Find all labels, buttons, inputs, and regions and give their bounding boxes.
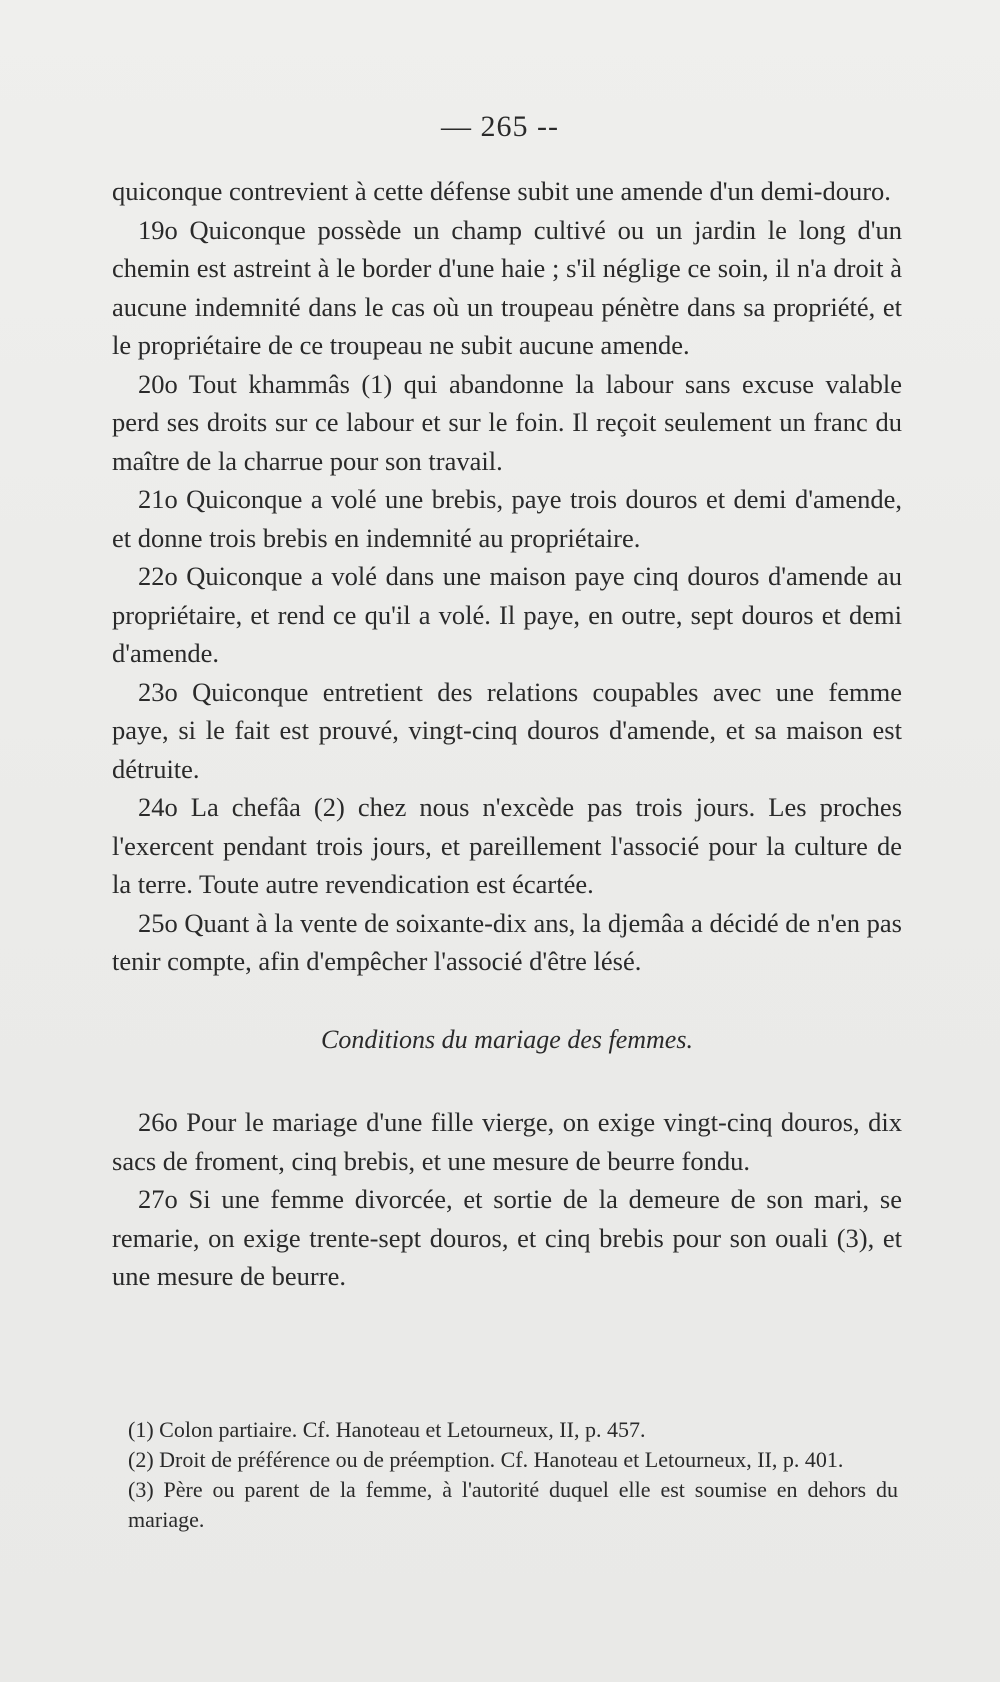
article-number: 20o [138,368,178,399]
article-number: 26o [138,1107,178,1137]
article-number: 25o [138,907,178,938]
footnote-1: (1) Colon partiaire. Cf. Hanoteau et Letourneux, II, p. 457. [128,1417,646,1442]
paragraph-text: quiconque contrevient à cette défense subit une amende d'un demi-douro. [112,176,891,206]
paragraph-text: Quant à la vente de soixante-dix ans, la djemâa a décidé de n'en pas tenir compte, afin d'empêcher l'associé d'être lésé. [112,907,902,976]
article-25 [112,904,902,981]
article-number: 23o [138,676,178,707]
article-21 [112,480,902,557]
paragraph-text: Pour le mariage d'une fille vierge, on exige vingt-cinq douros, dix sacs de froment, cinq brebis, et une mesure de beurre fondu. [112,1107,902,1176]
paragraph-text: La chefâa (2) chez nous n'excède pas trois jours. Les proches l'exercent pendant trois jours, et pareillement l'associé pour la culture de la terre. Toute autre revendication est écartée. [112,792,903,899]
paragraph-text: Si une femme divorcée, et sortie de la demeure de son mari, se remarie, on exige trente-sept douros, et cinq brebis pour son ouali (3), et une mesure de beurre. [112,1184,903,1291]
paragraph-text: Quiconque a volé une brebis, paye trois douros et demi d'amende, et donne trois brebis en indemnité au propriétaire. [112,484,903,553]
article-23 [112,673,902,789]
article-24 [112,788,902,904]
section-heading: Conditions du mariage des femmes. [321,1024,693,1054]
article-number: 21o [138,484,178,514]
main-text [112,172,902,1296]
article-number: 27o [138,1184,178,1214]
article-19 [112,211,902,365]
article-26 [112,1103,902,1180]
paragraph-text: Tout khammâs (1) qui abandonne la labour sans excuse valable perd ses droits sur ce labour et sur le foin. Il reçoit seulement un franc du maître de la charrue pour son travail. [112,368,902,476]
article-number: 19o [138,214,178,245]
article-number: 22o [138,561,178,591]
footnote-3: (3) Père ou parent de la femme, à l'autorité duquel elle est soumise en dehors du mariage. [128,1477,898,1532]
article-27 [112,1180,902,1296]
article-20 [112,365,902,481]
paragraph-text: Quiconque entretient des relations coupables avec une femme paye, si le fait est prouvé, vingt-cinq douros d'amende, et sa maison est détruite. [112,676,902,784]
footnote-2: (2) Droit de préférence ou de préemption. Cf. Hanoteau et Letourneux, II, p. 401. [128,1447,844,1472]
paragraph-text: Quiconque a volé dans une maison paye cinq douros d'amende au propriétaire, et rend ce qu'il a volé. Il paye, en outre, sept douros et demi d'amende. [112,561,902,668]
paragraph-text: Quiconque possède un champ cultivé ou un jardin le long d'un chemin est astreint à le border d'une haie ; s'il néglige ce soin, il n'a droit à aucune indemnité dans le cas où un troupeau pénètre dans sa propriété, et le propriétaire de ce troupeau ne subit aucune amende. [112,214,902,360]
paragraph-continuation [112,172,902,211]
footnotes [128,1415,898,1535]
page-number: — 265 -- [441,110,559,143]
article-number: 24o [138,792,178,822]
article-22 [112,557,902,673]
